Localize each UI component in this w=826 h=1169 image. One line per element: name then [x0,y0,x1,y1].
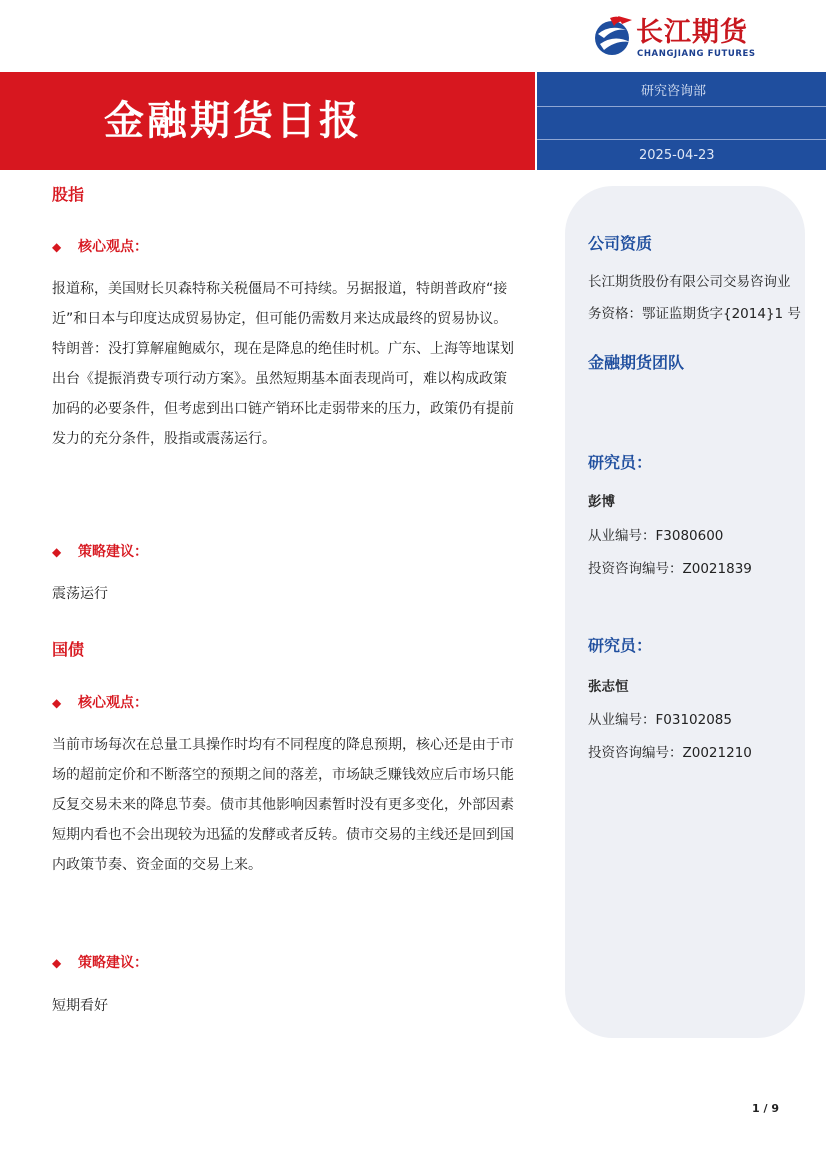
analyst-role: 研究员： [588,453,653,472]
qualification-line: 务资格：鄂证监期货字{2014}1 号 [588,306,801,322]
core-view-heading [52,692,148,712]
qualification-title: 公司资质 [588,234,653,253]
changjiang-logo-icon [592,14,636,60]
strategy-heading [52,952,148,972]
diamond-bullet-icon: ◆ [52,240,62,254]
team-title: 金融期货团队 [588,353,685,372]
qualification-line: 长江期货股份有限公司交易咨询业 [588,274,791,290]
paragraph-line: 加码的必要条件，但考虑到出口链产销环比走弱带来的压力，政策仍有提前 [52,401,514,417]
strategy-text: 震荡运行 [52,586,108,602]
analyst-name: 张志恒 [588,679,629,695]
strategy-label: 策略建议： [78,955,148,971]
logo-name-cn: 长江期货 [636,17,748,48]
strategy-heading [52,541,148,561]
paragraph-line: 特朗普：没打算解雇鲍威尔，现在是降息的绝佳时机。广东、上海等地谋划 [52,341,514,357]
department-label: 研究咨询部 [641,84,707,99]
paragraph-line: 发力的充分条件，股指或震荡运行。 [52,431,276,447]
banner-divider [537,139,826,140]
analyst-advisory-id: 投资咨询编号：Z0021839 [588,561,752,577]
logo-name-en: CHANGJIANG FUTURES [637,49,756,59]
core-view-label: 核心观点： [78,695,148,711]
report-date: 2025-04-23 [639,148,715,163]
paragraph-line: 反复交易未来的降息节奏。债市其他影响因素暂时没有更多变化，外部因素 [52,797,514,813]
strategy-label: 策略建议： [78,544,148,560]
core-view-paragraph [52,730,542,880]
page-number: 1 / 9 [752,1102,779,1115]
diamond-bullet-icon: ◆ [52,956,62,970]
analyst-license: 从业编号：F03102085 [588,712,732,728]
analyst-name: 彭博 [588,494,615,510]
paragraph-line: 近”和日本与印度达成贸易协定，但可能仍需数月来达成最终的贸易协议。 [52,311,508,327]
paragraph-line: 报道称，美国财长贝森特称关税僵局不可持续。另据报道，特朗普政府“接 [52,281,508,297]
company-logo [592,14,767,64]
core-view-label: 核心观点： [78,239,148,255]
report-title: 金融期货日报 [104,98,362,144]
core-view-heading [52,236,148,256]
banner-divider [537,106,826,107]
analyst-license: 从业编号：F3080600 [588,528,724,544]
paragraph-line: 场的超前定价和不断落空的预期之间的落差，市场缺乏赚钱效应后市场只能 [52,767,514,783]
paragraph-line: 内政策节奏、资金面的交易上来。 [52,857,262,873]
strategy-text: 短期看好 [52,998,108,1014]
section-title-treasury: 国债 [52,640,85,659]
analyst-role: 研究员： [588,636,653,655]
analyst-advisory-id: 投资咨询编号：Z0021210 [588,745,752,761]
core-view-paragraph [52,274,542,454]
paragraph-line: 当前市场每次在总量工具操作时均有不同程度的降息预期，核心还是由于市 [52,737,514,753]
section-title-stock-index: 股指 [52,185,85,204]
paragraph-line: 短期内看也不会出现较为迅猛的发酵或者反转。债市交易的主线还是回到国 [52,827,514,843]
diamond-bullet-icon: ◆ [52,545,62,559]
paragraph-line: 出台《提振消费专项行动方案》。虽然短期基本面表现尚可，难以构成政策 [52,371,507,387]
diamond-bullet-icon: ◆ [52,696,62,710]
